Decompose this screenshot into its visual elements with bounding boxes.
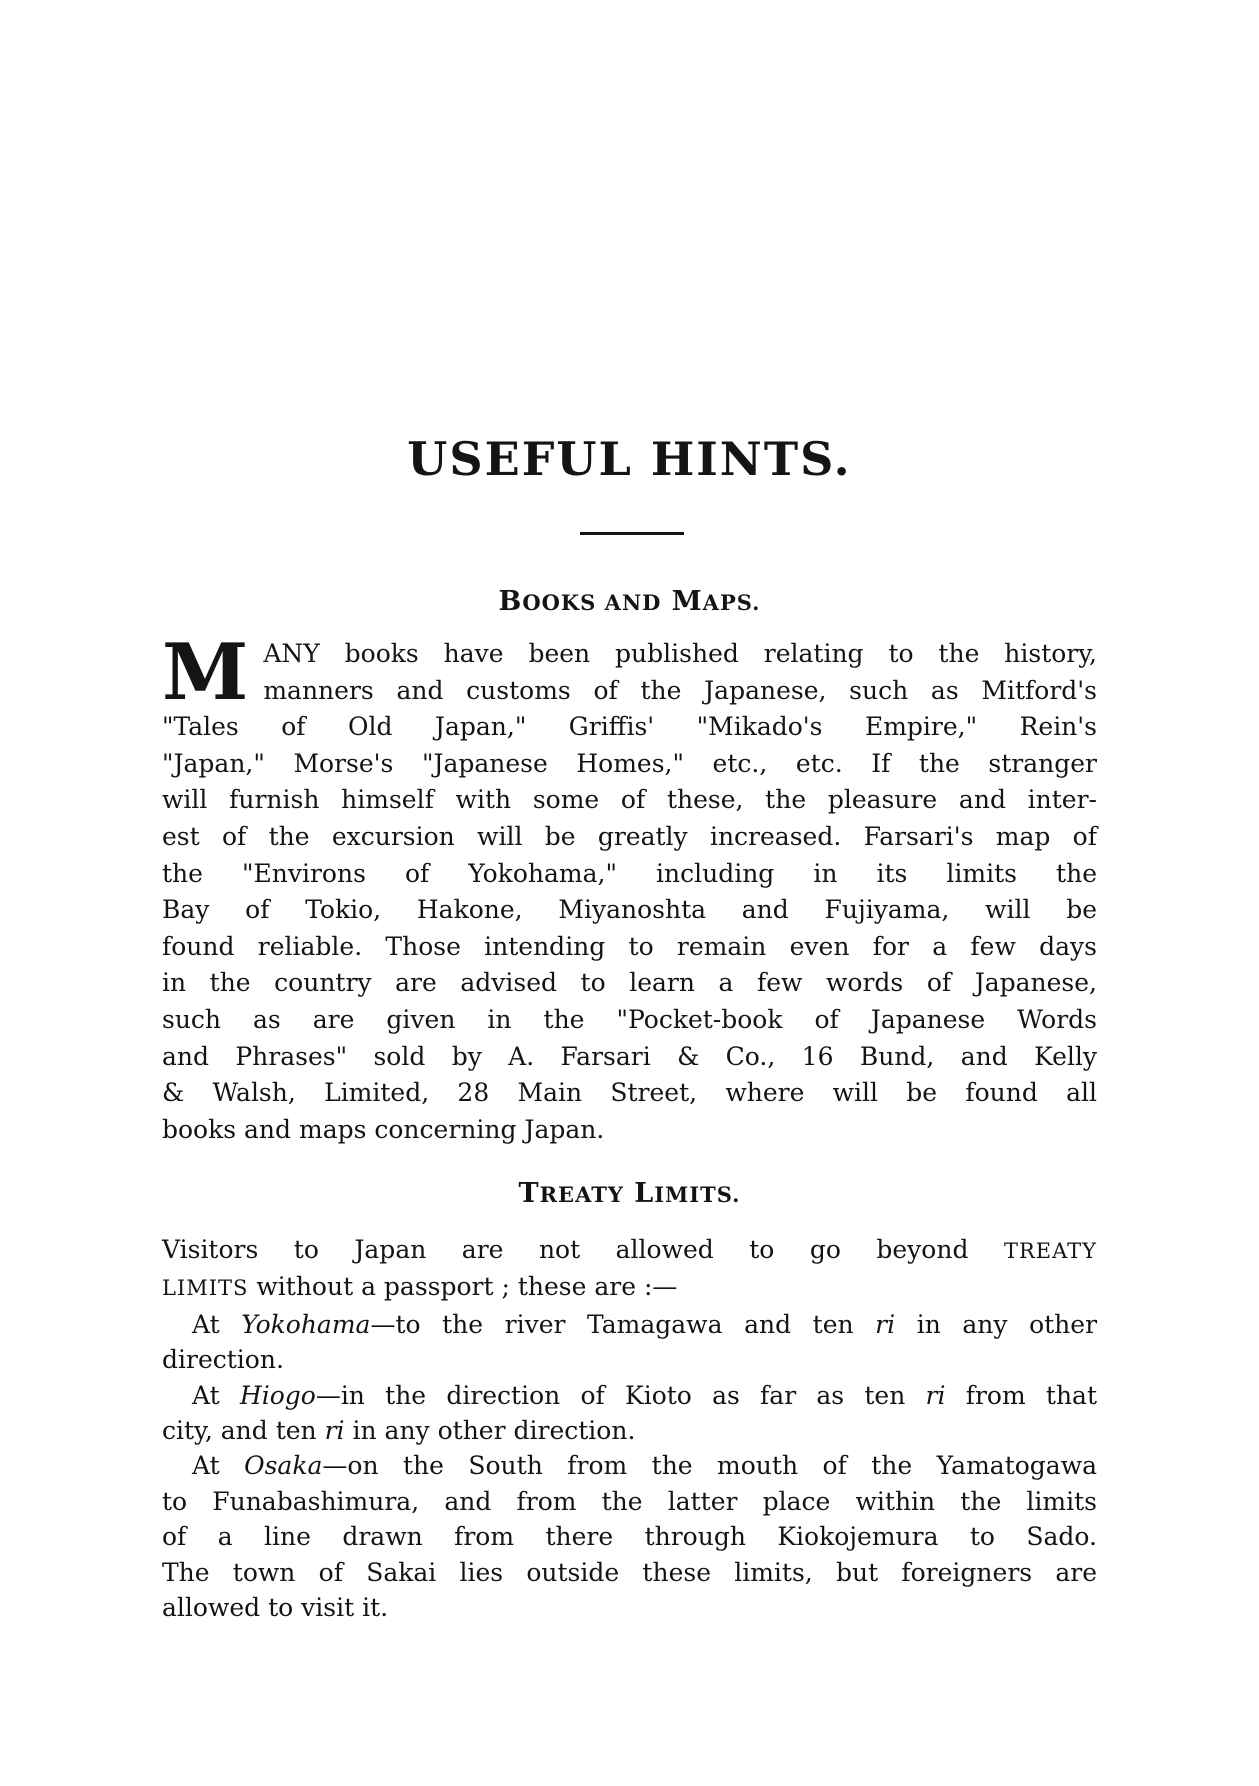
drop-cap: M xyxy=(162,627,250,718)
text-line: in the country are advised to learn a few words of Japanese, xyxy=(162,968,1097,998)
text-line: will furnish himself with some of these, the pleasure and inter- xyxy=(162,785,1097,815)
title-rule xyxy=(580,532,684,535)
treaty-item-hiogo: At Hiogo—in the direction of Kioto as far as ten ri from that xyxy=(192,1380,1098,1410)
treaty-item-osaka: At Osaka—on the South from the mouth of the Yamatogawa xyxy=(192,1451,1098,1481)
text-line: of a line drawn from there through Kiokojemura to Sado. xyxy=(162,1522,1097,1552)
text-line: Visitors to Japan are not allowed to go beyond TREATY xyxy=(162,1235,1097,1264)
text-line: found reliable. Those intending to remain even for a few days xyxy=(162,931,1097,961)
treaty-limits-paragraph xyxy=(162,1232,1097,1625)
text-line: the "Environs of Yokohama," including in its limits the xyxy=(162,858,1097,888)
text-line: allowed to visit it. xyxy=(162,1593,389,1623)
text-line: and Phrases" sold by A. Farsari & Co., 16 Bund, and Kelly xyxy=(162,1041,1097,1071)
treaty-item-yokohama: At Yokohama—to the river Tamagawa and ten ri in any other xyxy=(192,1309,1098,1339)
text-line: Bay of Tokio, Hakone, Miyanoshta and Fujiyama, will be xyxy=(162,895,1097,925)
text-line: books and maps concerning Japan. xyxy=(162,1114,605,1144)
books-and-maps-paragraph xyxy=(162,627,1097,1148)
page xyxy=(162,0,1097,1786)
text-line: such as are given in the "Pocket-book of Japanese Words xyxy=(162,1004,1097,1034)
text-line: "Japan," Morse's "Japanese Homes," etc., etc. If the stranger xyxy=(162,748,1097,778)
text-line: The town of Sakai lies outside these limits, but foreigners are xyxy=(162,1557,1097,1587)
text-line: city, and ten ri in any other direction. xyxy=(162,1416,636,1446)
section-heading-treaty-limits: TREATY LIMITS. xyxy=(518,1178,741,1209)
text-line: "Tales of Old Japan," Griffis' "Mikado's Empire," Rein's xyxy=(162,712,1097,742)
text-line: & Walsh, Limited, 28 Main Street, where will be found all xyxy=(162,1078,1097,1108)
section-heading-books-and-maps: BOOKS AND MAPS. xyxy=(498,586,761,617)
text-line: to Funabashimura, and from the latter place within the limits xyxy=(162,1486,1097,1516)
text-line: est of the excursion will be greatly increased. Farsari's map of xyxy=(162,821,1097,851)
text-line: manners and customs of the Japanese, such as Mitford's xyxy=(263,675,1097,705)
text-line: ANY books have been published relating to the history, xyxy=(263,639,1097,668)
text-line: direction. xyxy=(162,1345,284,1375)
text-line: LIMITS without a passport ; these are :— xyxy=(162,1272,678,1302)
page-title: USEFUL HINTS. xyxy=(407,432,852,486)
